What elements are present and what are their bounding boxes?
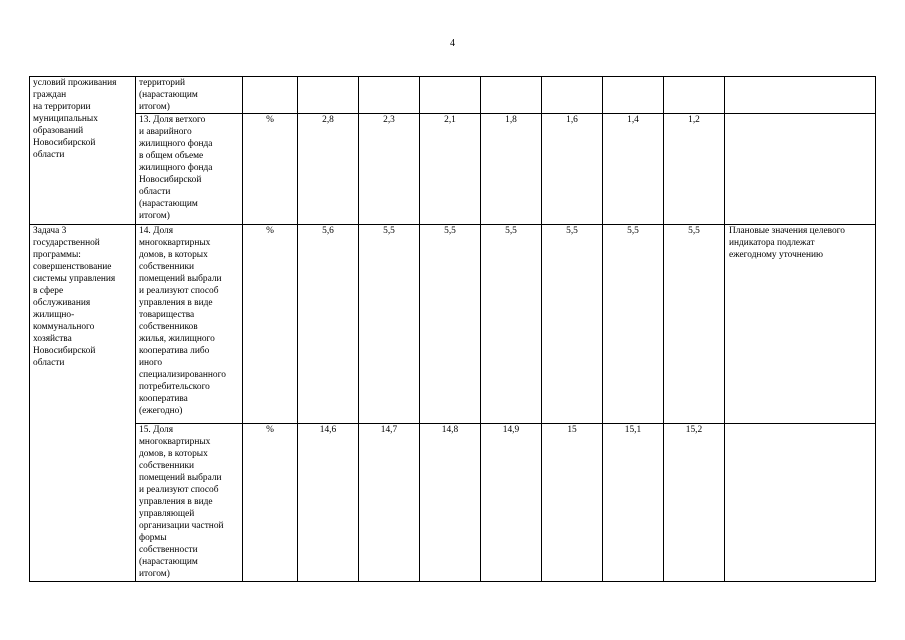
indicator-cell-line: формы (139, 533, 167, 543)
goal-cell-line: жилищно- (33, 310, 75, 320)
value-cell: 5,5 (420, 225, 481, 424)
value-cell: 2,8 (298, 114, 359, 225)
value-cell (298, 77, 359, 114)
indicator-cell-line: товарищества (139, 310, 195, 320)
goal-cell-line: Новосибирской (33, 346, 96, 356)
indicator-cell-line: собственников (139, 322, 198, 332)
goal-cell-line: государственной (33, 238, 100, 248)
unit-cell (243, 77, 298, 114)
unit-cell: % (243, 225, 298, 424)
note-cell-line: индикатора подлежат (729, 238, 815, 248)
indicator-cell-line: иного (139, 358, 163, 368)
value-cell (420, 77, 481, 114)
indicator-cell-line: домов, в которых (139, 449, 208, 459)
indicator-cell-line: помещений выбрали (139, 274, 222, 284)
note-cell (725, 114, 876, 225)
value-cell: 1,8 (481, 114, 542, 225)
goal-cell (30, 225, 136, 582)
indicator-cell-line: организации частной (139, 521, 224, 531)
indicator-cell-line: жилищного фонда (139, 163, 213, 173)
value-cell: 15 (542, 424, 603, 582)
value-cell: 5,5 (481, 225, 542, 424)
goal-cell-line: муниципальных (33, 114, 98, 124)
table-row (30, 225, 876, 424)
value-cell: 14,6 (298, 424, 359, 582)
value-cell (481, 77, 542, 114)
indicator-cell-line: итогом) (139, 569, 170, 579)
table-row (30, 424, 876, 582)
indicator-cell-line: многоквартирных (139, 238, 211, 248)
indicator-cell-line: домов, в которых (139, 250, 208, 260)
goal-cell-line: образований (33, 126, 84, 136)
table-row (30, 114, 876, 225)
table-body (30, 77, 876, 582)
goal-cell-line: на территории (33, 102, 91, 112)
unit-cell: % (243, 114, 298, 225)
goal-cell-line: условий проживания (33, 78, 117, 88)
indicator-cell-line: Новосибирской (139, 175, 202, 185)
note-cell-line: ежегодному уточнению (729, 250, 823, 260)
value-cell: 5,5 (359, 225, 420, 424)
indicator-cell-line: и реализуют способ (139, 286, 219, 296)
indicator-cell-line: (нарастающим (139, 557, 198, 567)
goal-cell-line: обслуживания (33, 298, 91, 308)
indicator-cell-line: 14. Доля (139, 226, 174, 236)
goal-cell-line: области (33, 150, 65, 160)
indicator-cell (136, 225, 243, 424)
value-cell: 14,9 (481, 424, 542, 582)
value-cell: 2,3 (359, 114, 420, 225)
indicator-cell-line: управляющей (139, 509, 195, 519)
indicator-cell-line: собственники (139, 461, 195, 471)
value-cell (603, 77, 664, 114)
indicator-cell-line: итогом) (139, 211, 170, 221)
indicator-cell-line: собственники (139, 262, 195, 272)
goal-cell-line: хозяйства (33, 334, 72, 344)
value-cell: 5,5 (542, 225, 603, 424)
goal-cell-line: граждан (33, 90, 67, 100)
goal-cell-line: области (33, 358, 65, 368)
note-cell-line: Плановые значения целевого (729, 226, 845, 236)
indicator-cell-line: территорий (139, 78, 186, 88)
indicator-cell (136, 77, 243, 114)
value-cell: 5,5 (664, 225, 725, 424)
indicator-cell-line: собственности (139, 545, 198, 555)
note-cell (725, 424, 876, 582)
indicator-cell-line: итогом) (139, 102, 170, 112)
indicator-cell-line: и реализуют способ (139, 485, 219, 495)
indicator-cell-line: многоквартирных (139, 437, 211, 447)
goal-cell (30, 77, 136, 225)
page-number: 4 (450, 38, 455, 49)
indicator-cell (136, 114, 243, 225)
indicator-cell (136, 424, 243, 582)
value-cell: 5,6 (298, 225, 359, 424)
note-cell (725, 77, 876, 114)
value-cell: 5,5 (603, 225, 664, 424)
indicator-cell-line: области (139, 187, 171, 197)
unit-cell: % (243, 424, 298, 582)
indicator-cell-line: (нарастающим (139, 199, 198, 209)
indicator-cell-line: жилья, жилищного (139, 334, 215, 344)
value-cell: 1,6 (542, 114, 603, 225)
table-row (30, 77, 876, 114)
goal-cell-line: программы: (33, 250, 81, 260)
value-cell (664, 77, 725, 114)
indicator-cell-line: кооператива либо (139, 346, 210, 356)
indicators-table (29, 76, 876, 582)
value-cell: 14,8 (420, 424, 481, 582)
indicator-cell-line: жилищного фонда (139, 139, 213, 149)
note-cell (725, 225, 876, 424)
value-cell: 15,2 (664, 424, 725, 582)
goal-cell-line: в сфере (33, 286, 64, 296)
indicator-cell-line: (ежегодно) (139, 406, 183, 416)
value-cell (542, 77, 603, 114)
indicator-cell-line: и аварийного (139, 127, 192, 137)
indicator-cell-line: (нарастающим (139, 90, 198, 100)
indicator-cell-line: 13. Доля ветхого (139, 115, 206, 125)
indicator-cell-line: 15. Доля (139, 425, 174, 435)
indicator-cell-line: управления в виде (139, 298, 213, 308)
goal-cell-line: совершенствование (33, 262, 112, 272)
value-cell (359, 77, 420, 114)
indicator-cell-line: управления в виде (139, 497, 213, 507)
value-cell: 15,1 (603, 424, 664, 582)
indicator-cell-line: кооператива (139, 394, 188, 404)
goal-cell-line: коммунального (33, 322, 95, 332)
value-cell: 1,4 (603, 114, 664, 225)
value-cell: 2,1 (420, 114, 481, 225)
goal-cell-line: Новосибирской (33, 138, 96, 148)
indicator-cell-line: помещений выбрали (139, 473, 222, 483)
goal-cell-line: системы управления (33, 274, 116, 284)
indicator-cell-line: специализированного (139, 370, 226, 380)
value-cell: 1,2 (664, 114, 725, 225)
goal-cell-line: Задача 3 (33, 226, 67, 236)
indicator-cell-line: в общем объеме (139, 151, 204, 161)
value-cell: 14,7 (359, 424, 420, 582)
indicator-cell-line: потребительского (139, 382, 210, 392)
